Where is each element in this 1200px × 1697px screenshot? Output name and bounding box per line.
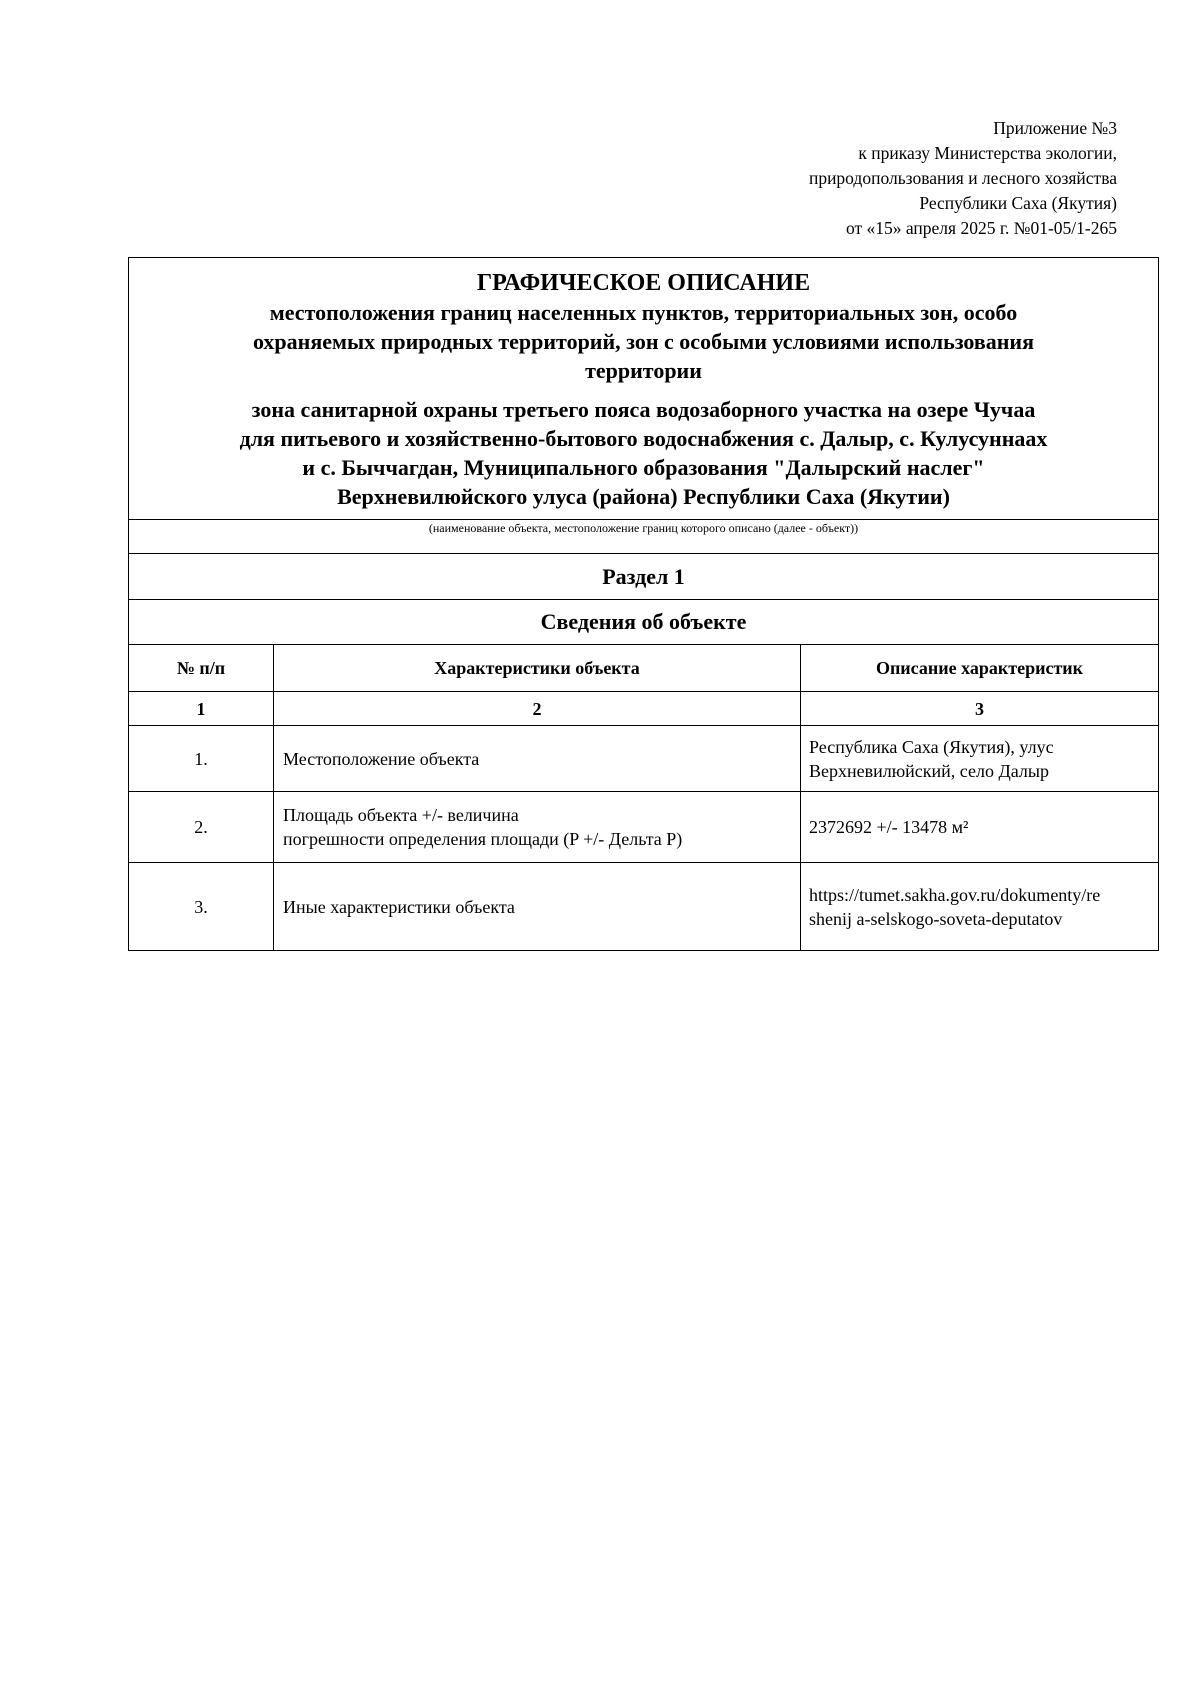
object-caption: (наименование объекта, местоположение границ которого описано (далее - объект)) (129, 519, 1158, 553)
row-characteristic (274, 726, 801, 792)
row-description (801, 792, 1159, 863)
title-subtitle-line-2: охраняемых природных территорий, зон с особыми условиями использования (252, 329, 1035, 354)
object-info-table (129, 644, 1158, 950)
title-block (129, 258, 1158, 519)
section-heading: Раздел 1 (129, 553, 1158, 599)
row-description-line: Республика Саха (Якутия), улус (809, 736, 1054, 757)
annex-number: Приложение №3 (993, 118, 1117, 138)
row-description (801, 863, 1159, 951)
row-description-link-line[interactable]: https://tumet.sakha.gov.ru/dokumenty/re (809, 884, 1101, 905)
document-frame (128, 257, 1159, 951)
column-number: 1 (129, 692, 274, 726)
table-row (129, 863, 1158, 951)
row-description (801, 726, 1159, 792)
row-characteristic-line: Иные характеристики объекта (283, 896, 515, 917)
info-heading: Сведения об объекте (129, 599, 1158, 644)
row-description-line: 2372692 +/- 13478 м² (809, 817, 969, 837)
column-number-row (129, 692, 1158, 726)
row-characteristic (274, 792, 801, 863)
row-characteristic-line: Местоположение объекта (283, 748, 480, 769)
object-name (139, 395, 1148, 511)
column-number: 3 (801, 692, 1159, 726)
row-description-line: Верхневилюйский, село Далыр (809, 760, 1049, 781)
title-subtitle-line-3: территории (585, 358, 702, 383)
header-characteristic: Характеристики объекта (274, 645, 801, 692)
annex-date: от «15» апреля 2025 г. №01-05/1-265 (845, 218, 1117, 238)
row-description-link-line[interactable]: shenij a-selskogo-soveta-deputatov (809, 908, 1063, 929)
row-number: 1. (129, 726, 274, 792)
row-characteristic-line: Площадь объекта +/- величина (283, 805, 519, 825)
annex-republic: Республики Саха (Якутия) (919, 193, 1117, 213)
object-name-line-3: и с. Быччагдан, Муниципального образования "Далырский наслег" (302, 455, 985, 480)
row-number: 3. (129, 863, 274, 951)
table-row (129, 792, 1158, 863)
header-description: Описание характеристик (801, 645, 1159, 692)
table-row (129, 726, 1158, 792)
table-header-row (129, 645, 1158, 692)
object-name-line-1: зона санитарной охраны третьего пояса водозаборного участка на озере Чучаа (251, 397, 1036, 422)
annex-ministry: природопользования и лесного хозяйства (808, 168, 1117, 188)
title-subtitle-line-1: местоположения границ населенных пунктов, территориальных зон, особо (269, 300, 1018, 325)
annex-order-ref: к приказу Министерства экологии, (858, 143, 1117, 163)
header-number: № п/п (129, 645, 274, 692)
row-characteristic (274, 863, 801, 951)
annex-header (597, 116, 1117, 241)
row-characteristic-line: погрешности определения площади (P +/- Дельта P) (283, 829, 683, 849)
column-number: 2 (274, 692, 801, 726)
row-number: 2. (129, 792, 274, 863)
object-name-line-4: Верхневилюйского улуса (района) Республики Саха (Якутии) (337, 484, 950, 509)
object-name-line-2: для питьевого и хозяйственно-бытового водоснабжения с. Далыр, с. Кулусуннаах (239, 426, 1048, 451)
page-title: ГРАФИЧЕСКОЕ ОПИСАНИЕ (476, 270, 811, 296)
